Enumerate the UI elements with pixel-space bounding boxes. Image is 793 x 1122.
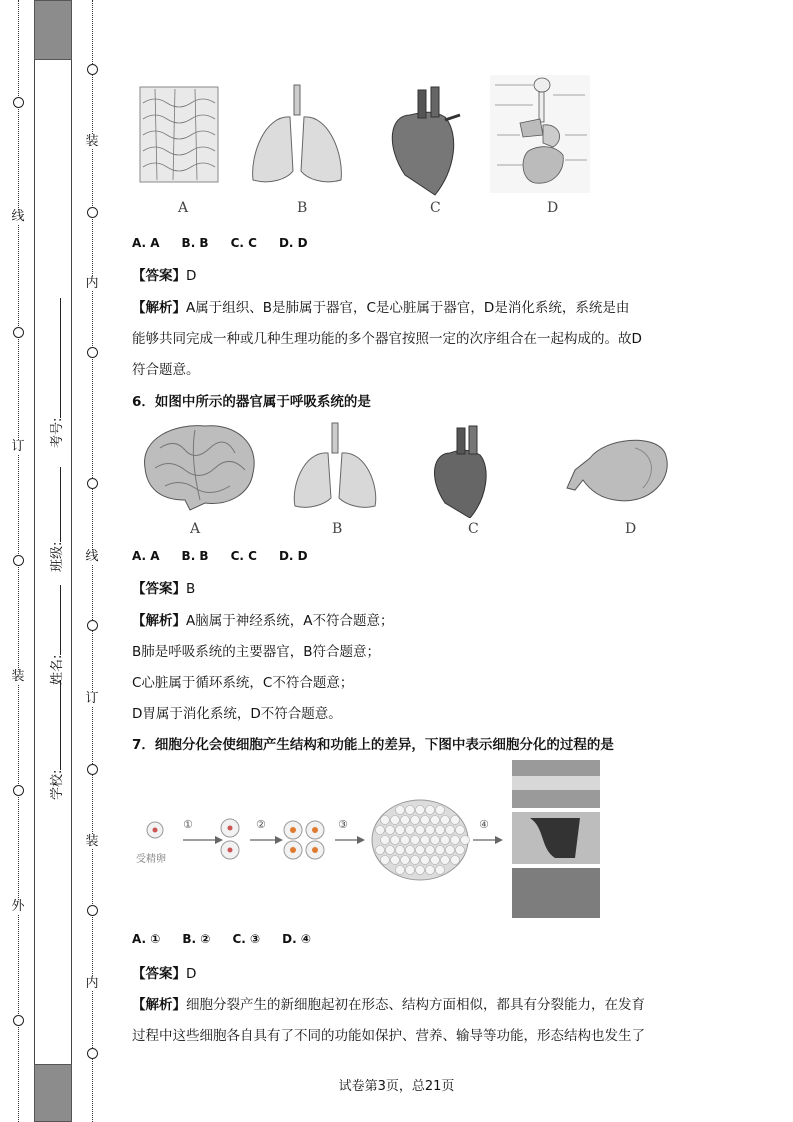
q6-option-b[interactable]: B. B [181,549,209,563]
q6-analysis-line-4: D胃属于消化系统，D不符合题意。 [132,706,342,722]
q6-figure [135,418,675,518]
outer-circle [13,97,24,108]
heart-image [392,87,460,195]
inner-circle [87,1048,98,1059]
inner-circle [87,905,98,916]
q7-zygote-label: 受精卵 [136,854,166,865]
q7-step-4: ④ [479,818,489,831]
q5-figure [135,75,605,220]
top-grey-bar [34,0,72,60]
q7-step-3: ③ [338,818,348,831]
q5-analysis-line-1: 【解析】A属于组织、B是肺属于器官，C是心脏属于器官，D是消化系统，系统是由 [132,300,630,316]
brain-image [145,426,255,510]
q5-option-b[interactable]: B. B [181,236,209,250]
inner-label-nei: 内 [85,276,99,291]
inner-label-nei: 内 [85,976,99,991]
q7-analysis-line-1: 【解析】细胞分裂产生的新细胞起初在形态、结构方面相似，都具有分裂能力，在发育 [132,997,645,1013]
outer-label-zhuang: 装 [11,669,25,684]
q6-option-d[interactable]: D. D [278,549,308,563]
q5-analysis-line-2: 能够共同完成一种或几种生理功能的多个器官按照一定的次序组合在一起构成的。故D [132,331,642,347]
q5-fig-label-a: A [178,200,189,216]
digestive-system-image [490,75,590,193]
q7-options [132,931,333,947]
outer-circle [13,327,24,338]
name-field[interactable]: 姓名: [46,585,65,685]
tissue-image [140,87,218,182]
inner-label-ding: 订 [85,691,99,706]
q7-step-2: ② [256,818,266,831]
lungs-image [294,423,376,507]
q7-option-a[interactable]: A. ① [132,932,161,946]
inner-circle [87,64,98,75]
inner-label-zhuang: 装 [85,134,99,149]
q5-fig-label-c: C [430,200,441,216]
q7-figure [135,758,605,923]
q5-fig-label-b: B [297,200,308,216]
heart-image [434,426,486,518]
q6-title: 6．如图中所示的器官属于呼吸系统的是 [132,394,371,410]
q5-fig-label-d: D [547,200,559,216]
inner-circle [87,207,98,218]
q7-option-d[interactable]: D. ④ [282,932,312,946]
q7-title: 7．细胞分化会使细胞产生结构和功能上的差异，下图中表示细胞分化的过程的是 [132,737,614,753]
stomach-image [567,440,667,501]
q7-option-c[interactable]: C. ③ [232,932,261,946]
q7-answer: 【答案】D [132,966,197,982]
outer-label-xian: 线 [11,209,25,224]
q6-options [132,548,330,564]
inner-circle [87,764,98,775]
q5-option-c[interactable]: C. C [230,236,257,250]
q6-fig-label-c: C [468,521,479,537]
binding-margin [0,0,110,1122]
page-footer: 试卷第3页，总21页 [338,1079,455,1094]
q7-step-1: ① [183,818,193,831]
outer-circle [13,1015,24,1026]
class-field[interactable]: 班级: [46,467,65,572]
outer-circle [13,555,24,566]
outer-label-ding: 订 [11,439,25,454]
inner-label-xian: 线 [85,549,99,564]
q7-option-b[interactable]: B. ② [182,932,211,946]
q5-options [132,235,330,251]
q6-option-a[interactable]: A. A [132,549,160,563]
q6-fig-label-d: D [625,521,637,537]
q6-analysis-line-2: B肺是呼吸系统的主要器官，B符合题意； [132,644,381,660]
inner-label-zhuang: 装 [85,834,99,849]
q6-fig-label-b: B [332,521,343,537]
q6-analysis-line-3: C心脏属于循环系统，C不符合题意； [132,675,354,691]
outer-circle [13,785,24,796]
inner-circle [87,478,98,489]
exam-number-field[interactable]: 考号: [46,298,65,448]
inner-circle [87,347,98,358]
q7-analysis-line-2: 过程中这些细胞各自具有了不同的功能如保护、营养、输导等功能，形态结构也发生了 [132,1028,645,1044]
q6-option-c[interactable]: C. C [230,549,257,563]
lungs-image [253,85,342,182]
q5-analysis-line-3: 符合题意。 [132,362,200,378]
inner-circle [87,620,98,631]
q6-fig-label-a: A [190,521,201,537]
school-field[interactable]: 学校: [46,680,65,800]
q5-answer: 【答案】D [132,268,197,284]
q6-answer: 【答案】B [132,581,196,597]
q5-option-a[interactable]: A. A [132,236,160,250]
outer-label-wai: 外 [11,899,25,914]
q5-option-d[interactable]: D. D [278,236,308,250]
q6-analysis-line-1: 【解析】A脑属于神经系统，A不符合题意； [132,613,394,629]
